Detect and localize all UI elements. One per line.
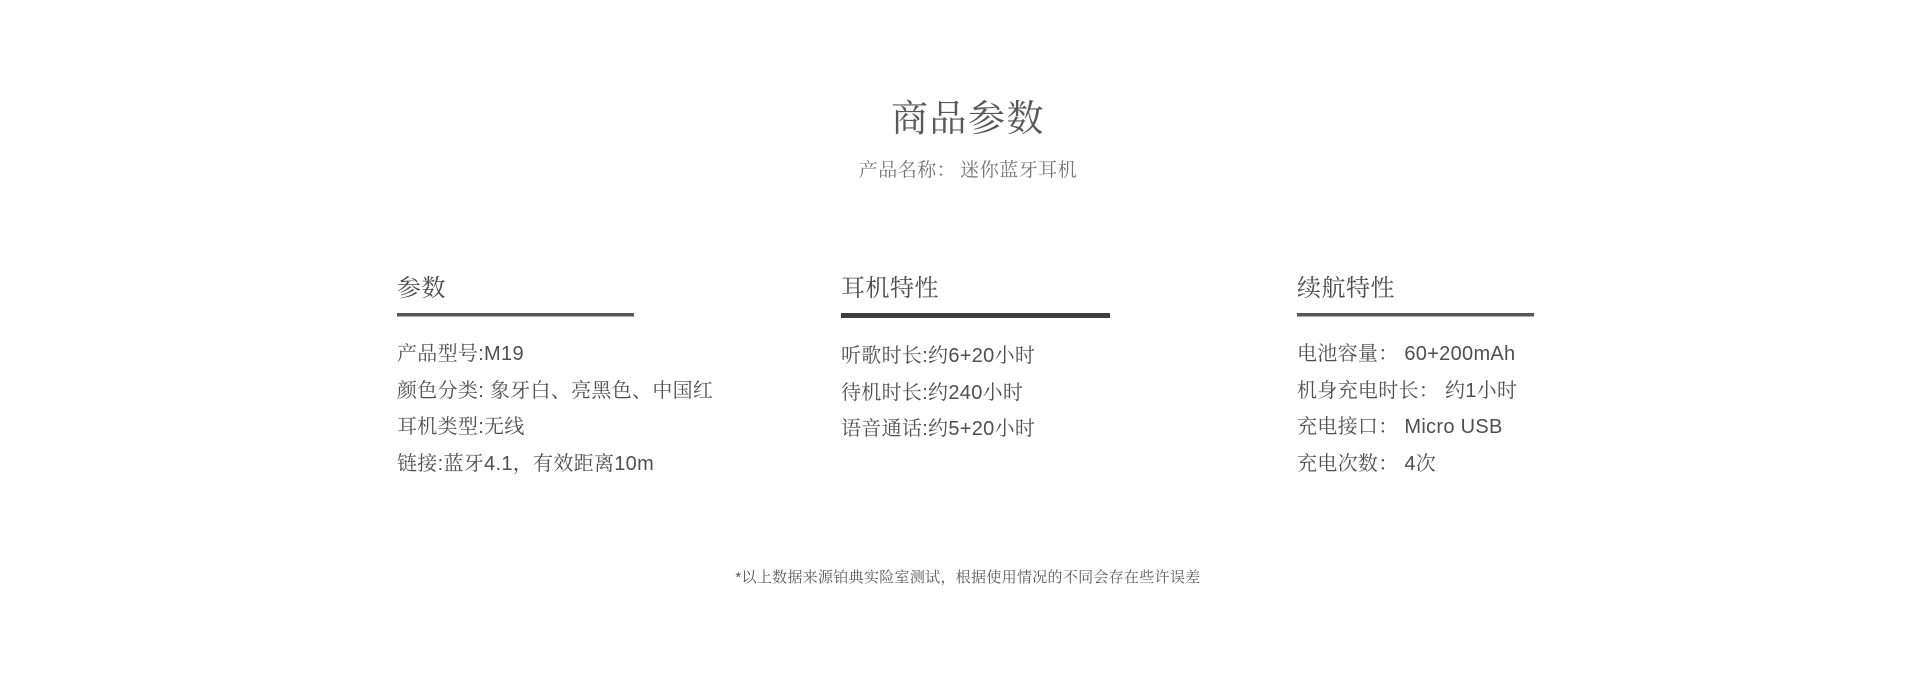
spec-row: 产品型号:M19: [397, 343, 524, 365]
heading-underline: [1297, 313, 1534, 316]
specs-hero: [8, 88, 1920, 182]
page-title: 商品参数: [891, 98, 1045, 139]
product-name-label: 产品名称：: [858, 160, 957, 181]
spec-row: 充电次数： 4次: [1297, 452, 1437, 475]
spec-row: 耳机类型:无线: [397, 416, 525, 438]
spec-row: 链接:蓝牙4.1，有效距离10m: [397, 452, 655, 475]
spec-row: 颜色分类: 象牙白、亮黑色、中国红: [397, 379, 714, 402]
column-headphone-features: [841, 268, 1110, 448]
spec-list: [1297, 336, 1534, 482]
spec-row: 待机时长:约240小时: [841, 381, 1024, 404]
spec-list: [397, 336, 713, 482]
heading-underline: [841, 313, 1110, 318]
spec-row: 充电接口： Micro USB: [1297, 416, 1503, 438]
product-name-line: [8, 155, 1920, 182]
spec-row: 听歌时长:约6+20小时: [841, 345, 1036, 367]
spec-row: 机身充电时长： 约1小时: [1297, 379, 1518, 402]
disclaimer-note: *以上数据来源铂典实险室测试，根据使用情况的不同会存在些许误差: [735, 569, 1201, 586]
spec-list: [841, 338, 1110, 448]
spec-row: 电池容量： 60+200mAh: [1297, 343, 1516, 365]
column-heading: 耳机特性: [841, 275, 939, 302]
column-heading: 参数: [397, 275, 446, 302]
heading-underline: [397, 313, 634, 316]
column-parameters: [397, 268, 713, 482]
column-battery-features: [1297, 268, 1534, 482]
spec-row: 语音通话:约5+20小时: [841, 418, 1036, 440]
column-heading: 续航特性: [1297, 275, 1395, 302]
product-name-value: 迷你蓝牙耳机: [960, 160, 1078, 181]
